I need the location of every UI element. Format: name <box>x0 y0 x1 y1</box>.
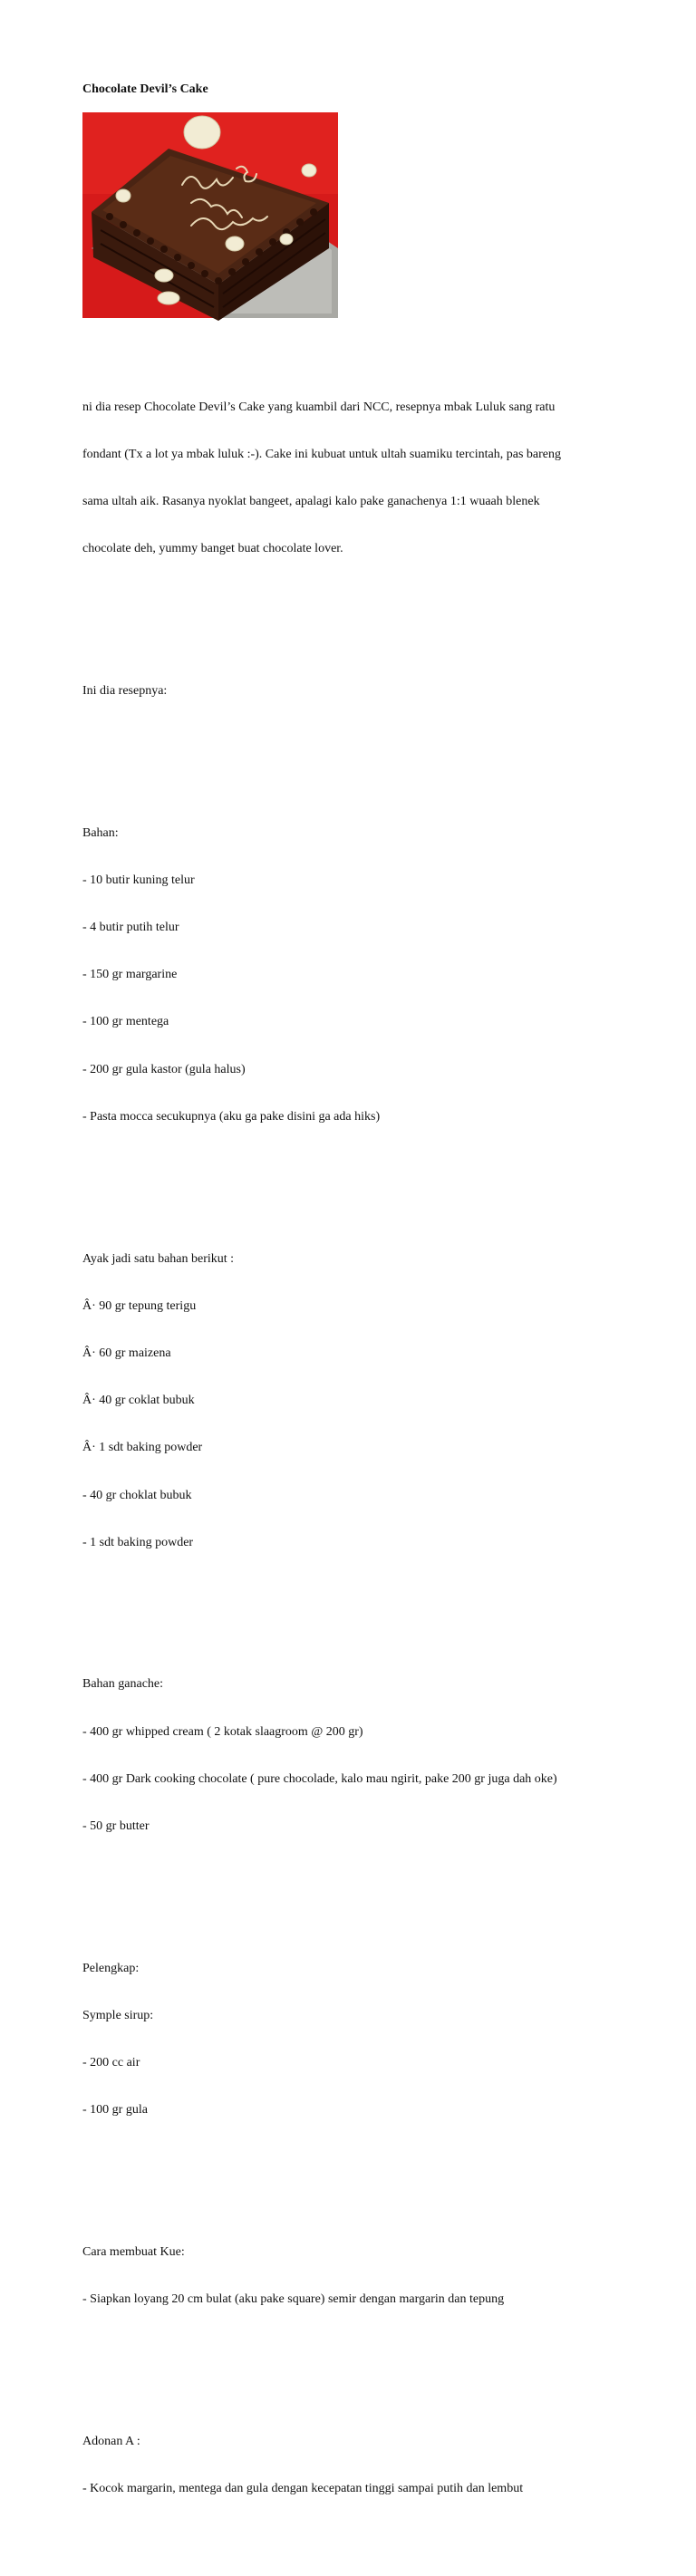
document-title: Chocolate Devil’s Cake <box>82 82 208 96</box>
list-item: - 10 butir kuning telur <box>82 873 195 887</box>
list-item: - 50 gr butter <box>82 1819 150 1834</box>
cara-section <box>82 2213 662 2339</box>
list-item: Â· 40 gr coklat bubuk <box>82 1394 195 1408</box>
list-item: - 150 gr margarine <box>82 968 178 982</box>
lead-line: Ini dia resepnya: <box>82 683 168 698</box>
list-item: Â· 90 gr tepung terigu <box>82 1298 197 1313</box>
pelengkap-section <box>82 1929 662 2150</box>
list-item: - 4 butir putih telur <box>82 921 179 934</box>
intro-line: ni dia resep Chocolate Devil’s Cake yang kuambil dari NCC, resepnya mbak Luluk sang ratu <box>82 400 556 414</box>
bahan-section <box>82 794 662 1156</box>
list-item: - 400 gr whipped cream ( 2 kotak slaagroom @ 200 gr) <box>82 1724 363 1739</box>
list-item: - 200 cc air <box>82 2056 140 2070</box>
list-item: - 40 gr choklat bubuk <box>82 1488 192 1502</box>
intro-line: fondant (Tx a lot ya mbak luluk :-). Cake ini kubuat untuk ultah suamiku tercintah, pas bareng <box>82 447 561 461</box>
list-item: - Pasta mocca secukupnya (aku ga pake disini ga ada hiks) <box>82 1109 381 1124</box>
section-heading: Bahan ganache: <box>82 1677 164 1692</box>
section-heading: Cara membuat Kue: <box>82 2245 185 2260</box>
list-item: Symple sirup: <box>82 2008 154 2022</box>
intro-line: sama ultah aik. Rasanya nyoklat bangeet, apalagi kalo pake ganachenya 1:1 wuaah blenek <box>82 495 540 509</box>
intro-paragraph <box>82 368 662 589</box>
list-item: - 1 sdt baking powder <box>82 1535 194 1549</box>
section-heading: Bahan: <box>82 825 119 840</box>
adonan-section <box>82 2402 662 2528</box>
recipe-text <box>82 336 662 2576</box>
intro-line: chocolate deh, yummy banget buat chocolate lover. <box>82 542 343 556</box>
cake-photo <box>82 112 338 318</box>
ganache-section <box>82 1645 662 1867</box>
section-heading: Pelengkap: <box>82 1961 140 1975</box>
list-item: - Kocok margarin, mentega dan gula dengan kecepatan tinggi sampai putih dan lembut <box>82 2482 524 2496</box>
list-item: Â· 1 sdt baking powder <box>82 1441 203 1455</box>
list-item: - Siapkan loyang 20 cm bulat (aku pake square) semir dengan margarin dan tepung <box>82 2292 505 2307</box>
list-item: - 100 gr gula <box>82 2103 148 2118</box>
section-heading: Adonan A : <box>82 2434 140 2448</box>
ayak-section <box>82 1220 662 1582</box>
list-item: - 100 gr mentega <box>82 1015 169 1029</box>
section-heading: Ayak jadi satu bahan berikut : <box>82 1251 235 1266</box>
list-item: Â· 60 gr maizena <box>82 1346 171 1360</box>
list-item: - 200 gr gula kastor (gula halus) <box>82 1062 246 1076</box>
document-page <box>82 82 662 2576</box>
list-item: - 400 gr Dark cooking chocolate ( pure chocolade, kalo mau ngirit, pake 200 gr juga dah oke) <box>82 1771 557 1786</box>
lead-paragraph <box>82 651 662 730</box>
